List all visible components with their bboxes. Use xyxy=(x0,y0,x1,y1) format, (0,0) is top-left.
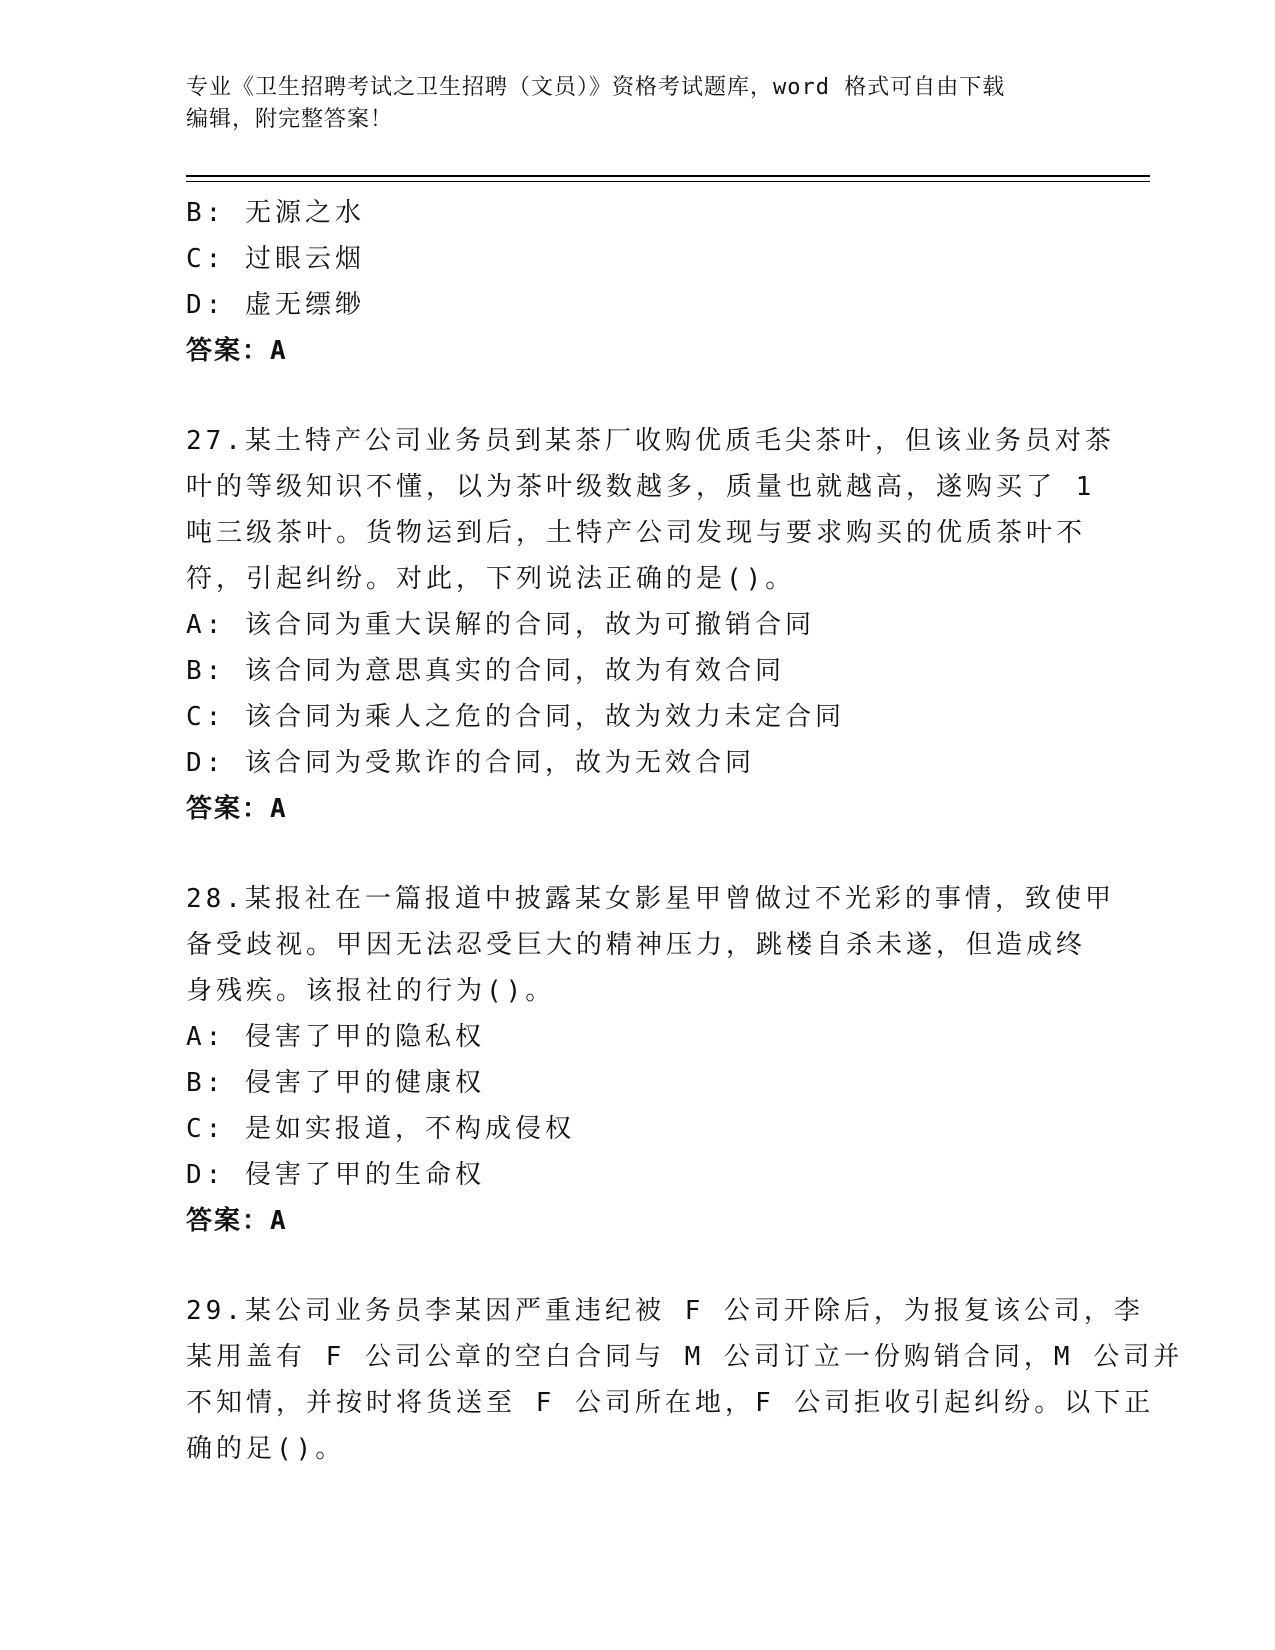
option-b: B: 侵害了甲的健康权 xyxy=(186,1068,485,1098)
option-d: D: 该合同为受欺诈的合同，故为无效合同 xyxy=(186,748,755,778)
option-c: C: 过眼云烟 xyxy=(186,244,365,274)
option-d: D: 侵害了甲的生命权 xyxy=(186,1160,485,1190)
question-text-line: 叶的等级知识不懂，以为茶叶级数越多，质量也就越高，遂购买了 1 xyxy=(186,472,1096,502)
page-header xyxy=(186,72,1066,136)
question-text-line: 不知情，并按时将货送至 F 公司所在地，F 公司拒收引起纠纷。以下正 xyxy=(186,1388,1155,1418)
question-block-28 xyxy=(186,876,1115,1244)
option-a: A: 该合同为重大误解的合同，故为可撤销合同 xyxy=(186,610,815,640)
question-text-line: 27.某土特产公司业务员到某茶厂收购优质毛尖茶叶，但该业务员对茶 xyxy=(186,426,1115,456)
answer: 答案：A xyxy=(186,1206,288,1236)
header-line-1: 专业《卫生招聘考试之卫生招聘（文员）》资格考试题库，word 格式可自由下载 xyxy=(186,75,1006,100)
question-text-line: 吨三级茶叶。货物运到后，土特产公司发现与要求购买的优质茶叶不 xyxy=(186,518,1087,548)
question-text-line: 身残疾。该报社的行为()。 xyxy=(186,976,556,1006)
option-b: B: 无源之水 xyxy=(186,198,365,228)
question-text-line: 符，引起纠纷。对此，下列说法正确的是()。 xyxy=(186,564,796,594)
option-a: A: 侵害了甲的隐私权 xyxy=(186,1022,485,1052)
answer: 答案：A xyxy=(186,336,288,366)
question-text-line: 备受歧视。甲因无法忍受巨大的精神压力，跳楼自杀未遂，但造成终 xyxy=(186,930,1087,960)
option-c: C: 是如实报道，不构成侵权 xyxy=(186,1114,575,1144)
answer: 答案：A xyxy=(186,794,288,824)
option-b: B: 该合同为意思真实的合同，故为有效合同 xyxy=(186,656,785,686)
spacer xyxy=(186,1244,1076,1288)
option-c: C: 该合同为乘人之危的合同，故为效力未定合同 xyxy=(186,702,845,732)
header-line-2: 编辑，附完整答案！ xyxy=(186,107,394,132)
question-text-line: 29.某公司业务员李某因严重违纪被 F 公司开除后，为报复该公司，李 xyxy=(186,1296,1144,1326)
question-content xyxy=(186,190,1184,1472)
header-divider-thick xyxy=(186,175,1150,177)
option-d: D: 虚无缥缈 xyxy=(186,290,365,320)
question-block-29 xyxy=(186,1288,1184,1472)
spacer xyxy=(186,374,1076,418)
question-text-line: 28.某报社在一篇报道中披露某女影星甲曾做过不光彩的事情，致使甲 xyxy=(186,884,1115,914)
question-text-line: 确的足()。 xyxy=(186,1434,346,1464)
header-divider-thin xyxy=(186,181,1150,182)
question-block-26 xyxy=(186,190,1076,374)
question-block-27 xyxy=(186,418,1115,832)
question-text-line: 某用盖有 F 公司公章的空白合同与 M 公司订立一份购销合同，M 公司并 xyxy=(186,1342,1184,1372)
spacer xyxy=(186,832,1076,876)
